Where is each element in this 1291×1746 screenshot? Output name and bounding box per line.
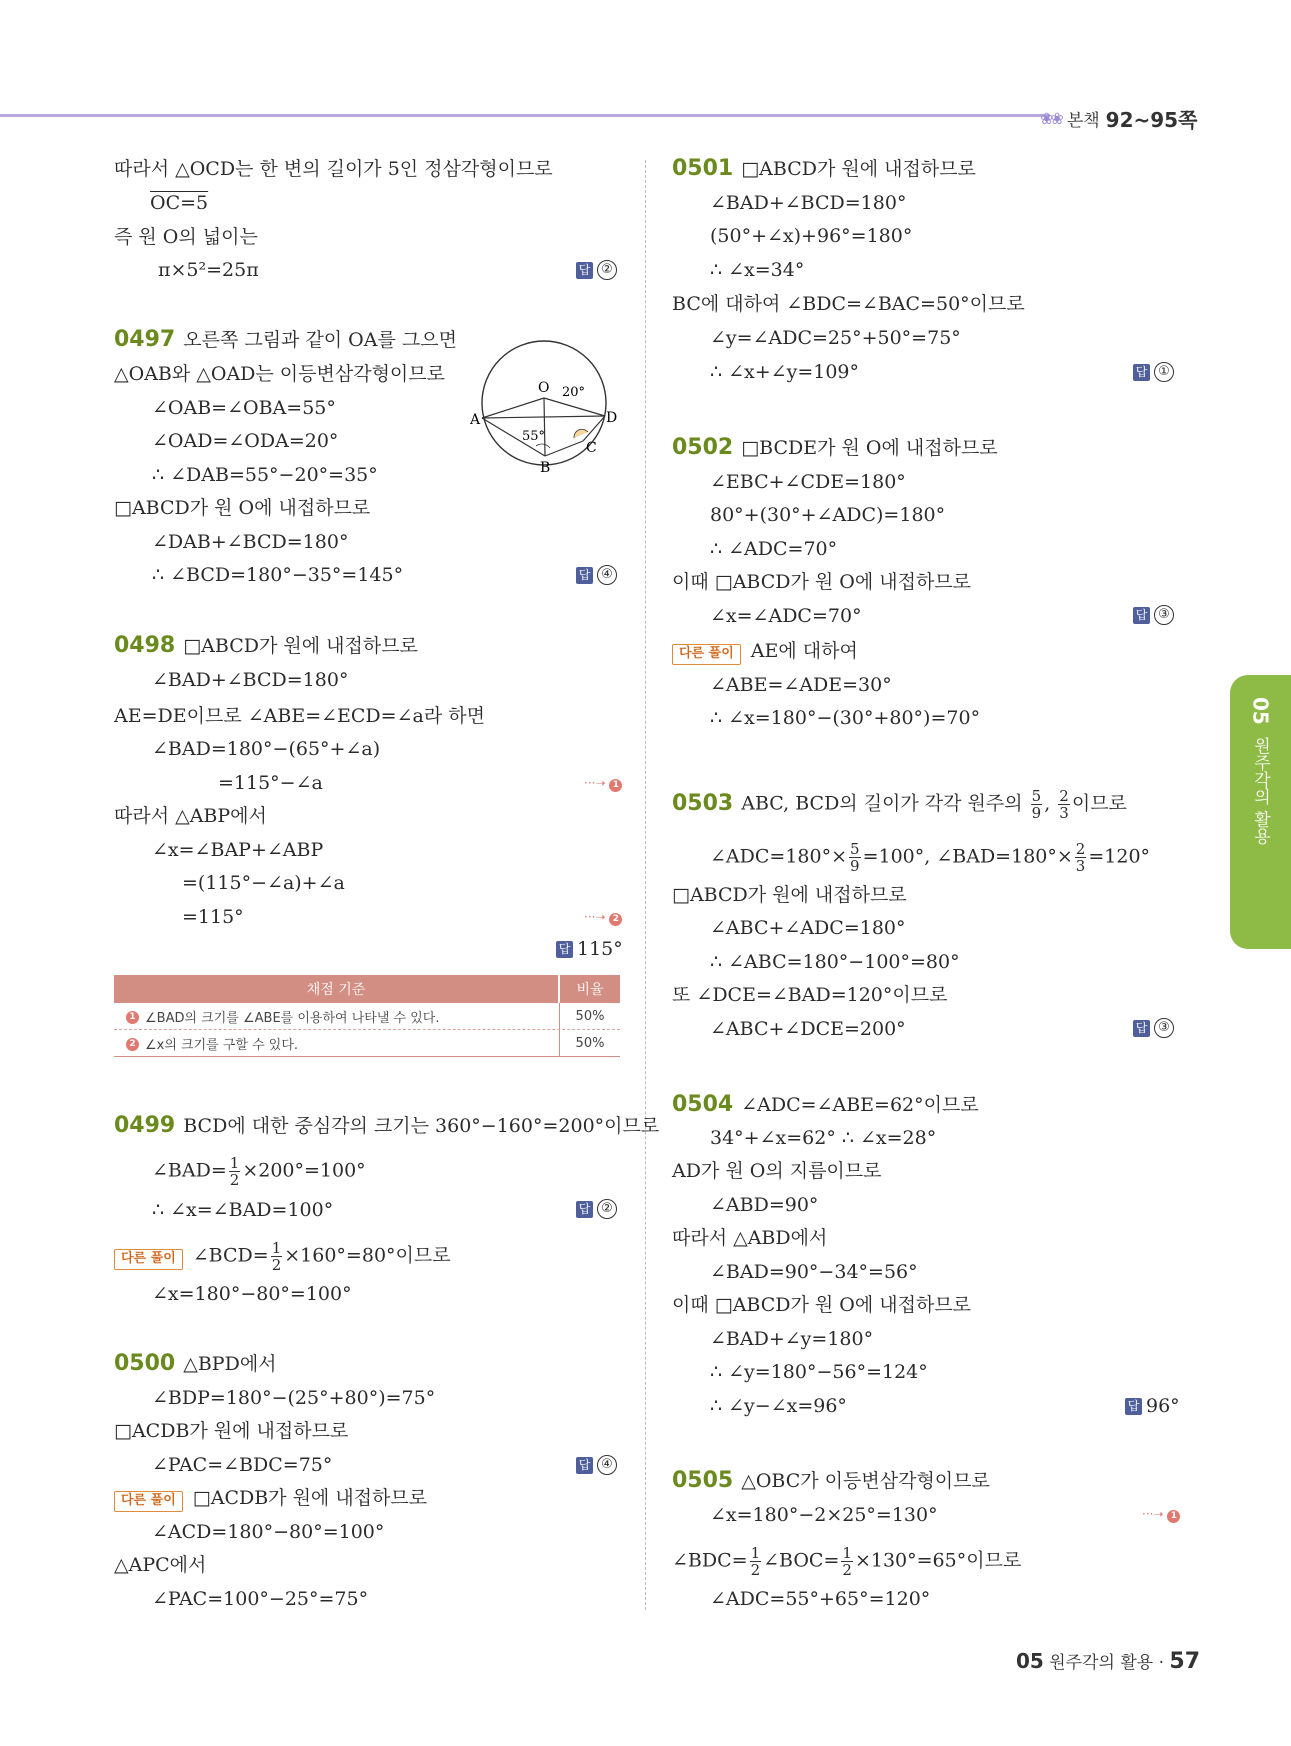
text-line: ∠BAD+∠BCD=180° bbox=[710, 192, 907, 214]
text-line: ∴ ∠DAB=55°−20°=35° bbox=[152, 464, 378, 486]
text-line: ∠OAB=∠OBA=55° bbox=[152, 397, 336, 419]
text-line: ∠BAD+∠BCD=180° bbox=[152, 669, 349, 691]
answer-badge: 답 ③ bbox=[1133, 1018, 1174, 1038]
answer-icon: 답 bbox=[576, 262, 593, 279]
chapter-title: 원주각의 활용 bbox=[1250, 736, 1270, 845]
problem-0499: 0499 BCD에 대한 중심각의 크기는 360°−160°=200°이므로 bbox=[114, 1113, 660, 1138]
text-line: 이때 □ABCD가 원 O에 내접하므로 bbox=[672, 1294, 972, 1316]
text-line: 다른 풀이 AE에 대하여 bbox=[672, 639, 858, 665]
text-line: π×5²=25π bbox=[158, 259, 259, 281]
answer-icon: 답 bbox=[1125, 1398, 1142, 1415]
answer-icon: 답 bbox=[576, 1457, 593, 1474]
answer-badge: 답 ③ bbox=[1133, 605, 1174, 625]
table-header: 채점 기준 bbox=[114, 975, 560, 1003]
step-mark: ···➝ 1 bbox=[1142, 1507, 1180, 1523]
text-line: ∠BAD=90°−34°=56° bbox=[710, 1261, 918, 1283]
step-mark: ···➝ 2 bbox=[584, 910, 622, 926]
text-line: 다른 풀이 ∠BCD= $\frac{1}{2}$ ×160°=80°이므로 bbox=[114, 1240, 451, 1273]
text-line: ∠ABE=∠ADE=30° bbox=[710, 674, 892, 696]
column-divider bbox=[645, 160, 646, 1610]
text-line: =115° bbox=[182, 906, 244, 928]
text-line: △OAB와 △OAD는 이등변삼각형이므로 bbox=[114, 363, 445, 385]
text-line: ∠ABD=90° bbox=[710, 1194, 819, 1216]
text-line: ∠PAC=∠BDC=75° bbox=[152, 1454, 333, 1476]
problem-0504: 0504 ∠ADC=∠ABE=62°이므로 bbox=[672, 1092, 979, 1117]
text-line: AD가 원 O의 지름이므로 bbox=[672, 1160, 882, 1182]
text-line: ∴ ∠y−∠x=96° bbox=[710, 1395, 847, 1417]
answer-icon: 답 bbox=[576, 567, 593, 584]
text-line: OC=5 bbox=[150, 192, 209, 214]
problem-0502: 0502 □BCDE가 원 O에 내접하므로 bbox=[672, 435, 998, 460]
flower-icon: ❀❀ bbox=[1040, 109, 1061, 128]
text-line: 따라서 △OCD는 한 변의 길이가 5인 정삼각형이므로 bbox=[114, 158, 553, 180]
answer-icon: 답 bbox=[1133, 607, 1150, 624]
text-line: ∠EBC+∠CDE=180° bbox=[710, 471, 906, 493]
text-line: 따라서 △ABP에서 bbox=[114, 805, 267, 827]
text-line: ∠BAD=180°−(65°+∠a) bbox=[152, 738, 381, 760]
text-line: ∠ABC+∠DCE=200° bbox=[710, 1018, 906, 1040]
text-line: 이때 □ABCD가 원 O에 내접하므로 bbox=[672, 571, 972, 593]
answer-badge: 답 ④ bbox=[576, 565, 617, 585]
circle-figure bbox=[470, 328, 630, 478]
text-line: ∴ ∠ADC=70° bbox=[710, 538, 838, 560]
text-line: □ABCD가 원 O에 내접하므로 bbox=[114, 497, 371, 519]
answer-icon: 답 bbox=[576, 1201, 593, 1218]
book-ref-prefix: 본책 bbox=[1066, 111, 1100, 131]
text-line: ∠ADC=180°× $\frac{5}{9}$ =100°, ∠BAD=180°× $\frac{2}{3}$ =120° bbox=[710, 840, 1151, 875]
text-line: ∠OAD=∠ODA=20° bbox=[152, 430, 339, 452]
text-line: 즉 원 O의 넓이는 bbox=[114, 226, 258, 248]
text-line: ∴ ∠ABC=180°−100°=80° bbox=[710, 951, 960, 973]
text-line: =(115°−∠a)+∠a bbox=[182, 872, 345, 894]
text-line: ∴ ∠y=180°−56°=124° bbox=[710, 1361, 928, 1383]
text-line: 다른 풀이 □ACDB가 원에 내접하므로 bbox=[114, 1486, 427, 1512]
text-line: ∠DAB+∠BCD=180° bbox=[152, 531, 349, 553]
text-line: □ABCD가 원에 내접하므로 bbox=[672, 884, 907, 906]
page-number: 57 bbox=[1169, 1649, 1201, 1674]
text-line: ∴ ∠x=∠BAD=100° bbox=[152, 1199, 334, 1221]
answer-badge: 답 ① bbox=[1133, 362, 1174, 382]
problem-0503: 0503 ABC, BCD의 길이가 각각 원주의 $\frac{5}{9}$ , $\frac{2}{3}$ 이므로 bbox=[672, 787, 1127, 822]
text-line: △APC에서 bbox=[114, 1554, 207, 1576]
footer-chapter: 05 bbox=[1016, 1649, 1044, 1673]
text-line: 80°+(30°+∠ADC)=180° bbox=[710, 504, 946, 526]
table-header: 비율 bbox=[560, 975, 620, 1003]
text-line: ∠BAD+∠y=180° bbox=[710, 1328, 874, 1350]
text-line: ∠y=∠ADC=25°+50°=75° bbox=[710, 327, 961, 349]
text-line: ∠BAD= $\frac{1}{2}$ ×200°=100° bbox=[152, 1154, 366, 1189]
problem-0501: 0501 □ABCD가 원에 내접하므로 bbox=[672, 156, 976, 181]
alt-solution-label: 다른 풀이 bbox=[114, 1491, 183, 1512]
text-line: ∠ABC+∠ADC=180° bbox=[710, 917, 906, 939]
answer-badge: 답 96° bbox=[1125, 1395, 1180, 1417]
problem-0505: 0505 △OBC가 이등변삼각형이므로 bbox=[672, 1468, 990, 1493]
text-line: ∴ ∠x+∠y=109° bbox=[710, 361, 860, 383]
text-line: AE=DE이므로 ∠ABE=∠ECD=∠a라 하면 bbox=[114, 705, 485, 727]
answer-badge: 답 ④ bbox=[576, 1455, 617, 1475]
table-row: 1 ∠BAD의 크기를 ∠ABE를 이용하여 나타낼 수 있다. 50% bbox=[114, 1003, 620, 1030]
text-line: (50°+∠x)+96°=180° bbox=[710, 225, 913, 247]
text-line: ∠ACD=180°−80°=100° bbox=[152, 1521, 385, 1543]
text-line: ∠ADC=55°+65°=120° bbox=[710, 1588, 931, 1610]
svg-text:B: B bbox=[540, 460, 551, 476]
svg-text:A: A bbox=[470, 412, 481, 428]
svg-text:20°: 20° bbox=[562, 385, 586, 400]
text-line: 또 ∠DCE=∠BAD=120°이므로 bbox=[672, 984, 948, 1006]
text-line: ∠x=180°−2×25°=130° bbox=[710, 1504, 938, 1526]
text-line: 34°+∠x=62° ∴ ∠x=28° bbox=[710, 1127, 937, 1149]
problem-0497: 0497 오른쪽 그림과 같이 OA를 그으면 bbox=[114, 327, 457, 352]
svg-text:C: C bbox=[586, 440, 597, 456]
text-line: =115°−∠a bbox=[218, 772, 323, 794]
text-line: ∴ ∠BCD=180°−35°=145° bbox=[152, 564, 404, 586]
alt-solution-label: 다른 풀이 bbox=[672, 644, 741, 665]
text-line: ∠x=∠BAP+∠ABP bbox=[152, 839, 324, 861]
text-line: 따라서 △ABD에서 bbox=[672, 1227, 828, 1249]
text-line: BC에 대하여 ∠BDC=∠BAC=50°이므로 bbox=[672, 293, 1025, 315]
book-ref-pages: 92~95쪽 bbox=[1105, 108, 1198, 132]
chapter-side-tab[interactable] bbox=[1230, 675, 1291, 949]
text-line: ∠x=180°−80°=100° bbox=[152, 1283, 352, 1305]
alt-solution-label: 다른 풀이 bbox=[114, 1249, 183, 1270]
text-line: ∠BDP=180°−(25°+80°)=75° bbox=[152, 1387, 436, 1409]
answer-badge: 답 ② bbox=[576, 1199, 617, 1219]
header-rule bbox=[0, 114, 1050, 117]
step-mark: ···➝ 1 bbox=[584, 776, 622, 792]
svg-text:D: D bbox=[606, 410, 618, 426]
text-line: ∠PAC=100°−25°=75° bbox=[152, 1588, 369, 1610]
text-line: ∠BDC= $\frac{1}{2}$ ∠BOC= $\frac{1}{2}$ ×130°=65°이므로 bbox=[672, 1544, 1022, 1579]
page-footer: 05 원주각의 활용 · 57 bbox=[1016, 1649, 1201, 1674]
text-line: □ACDB가 원에 내접하므로 bbox=[114, 1420, 349, 1442]
problem-0500: 0500 △BPD에서 bbox=[114, 1351, 277, 1376]
chapter-number: 05 bbox=[1248, 697, 1273, 725]
scoring-table bbox=[114, 975, 620, 1057]
text-line: ∴ ∠x=34° bbox=[710, 259, 805, 281]
answer-icon: 답 bbox=[556, 941, 573, 958]
svg-text:O: O bbox=[538, 380, 550, 396]
book-reference bbox=[1040, 104, 1197, 133]
text-line: ∴ ∠x=180°−(30°+80°)=70° bbox=[710, 707, 981, 729]
svg-text:55°: 55° bbox=[522, 429, 546, 444]
table-row: 2 ∠x의 크기를 구할 수 있다. 50% bbox=[114, 1030, 620, 1057]
answer-badge: 답 115° bbox=[556, 938, 623, 960]
answer-icon: 답 bbox=[1133, 1020, 1150, 1037]
text-line: ∠x=∠ADC=70° bbox=[710, 605, 862, 627]
footer-title: 원주각의 활용 bbox=[1049, 1653, 1154, 1673]
answer-badge: 답 ② bbox=[576, 260, 617, 280]
answer-icon: 답 bbox=[1133, 364, 1150, 381]
problem-0498: 0498 □ABCD가 원에 내접하므로 bbox=[114, 633, 418, 658]
